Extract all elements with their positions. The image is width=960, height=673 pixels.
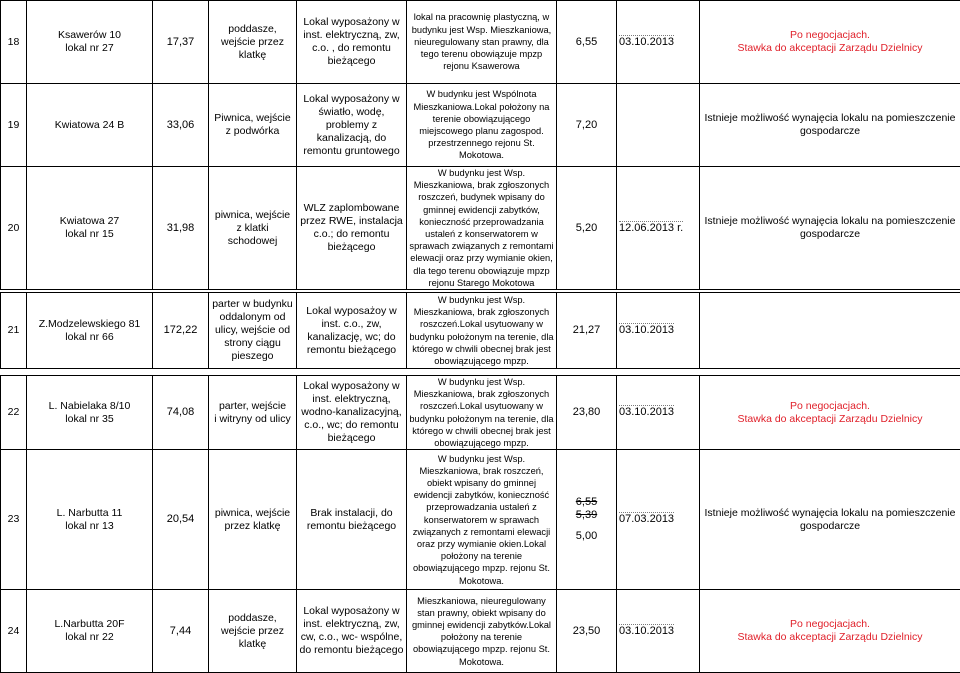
street: Ksawerów 10 [29,29,150,42]
table-row [1,590,960,673]
street: L. Nabielaka 8/10 [29,400,150,413]
location-cell: piwnica, wejście z klatki schodowej [209,167,297,290]
date-cell [617,376,700,450]
street: Z.Modzelewskiego 81 [29,318,150,331]
condition-cell: Lokal wyposażony w inst. elektryczną, zw, c.o. , do remontu bieżącego [297,1,407,84]
rate-cell: 7,20 [557,84,617,167]
rate-cell: 5,20 [557,167,617,290]
date-text: 03.10.2013 [619,35,674,48]
table-row [1,84,960,167]
premises-table-lower [0,292,960,369]
row-number: 21 [1,293,27,369]
date-cell [617,84,700,167]
row-number: 19 [1,84,27,167]
unit-number: lokal nr 13 [29,520,150,533]
notes-cell: W budynku jest Wsp. Mieszkaniowa, brak zgłoszonych roszczeń, budynek wpisany do gminnej ewidencji zabytków, konieczność przeprowadzania ustaleń z konserwatorem w sprawach związanych z remontami elewacji oraz przy wymianie okien, dla tego terenu obowiązuje mpzp rejonu Starego Mokotowa [407,167,557,290]
notes-cell: W budynku jest Wsp. Mieszkaniowa, brak roszczeń, obiekt wpisany do gminnej ewidencji zabytków, konieczność przeprowadzania ustaleń z konserwatorem w sprawach związanych z remontami elewacji oraz przy wymianie okien.Lokal położony na terenie obowiązującego mpzp. rejonu St. Mokotowa. [407,450,557,590]
street: L.Narbutta 20F [29,618,150,631]
unit-number: lokal nr 66 [29,331,150,344]
row-number: 24 [1,590,27,673]
remarks-line-1: Po negocjacjach. [702,618,958,631]
remarks-cell [700,1,960,84]
premises-table-bottom [0,375,960,673]
condition-cell: Lokal wyposażony w inst. elektryczną, wodno-kanalizacyjną, c.o., wc; do remontu bieżącego [297,376,407,450]
notes-cell: lokal na pracownię plastyczną, w budynku jest Wsp. Mieszkaniowa, nieuregulowany stan prawny, dla tego terenu obowiązuje mpzp rejonu Ksawerowa [407,1,557,84]
remarks-line-2: Stawka do akceptacji Zarządu Dzielnicy [702,413,958,426]
previous-rate: 6,55 [559,496,614,509]
table-row [1,167,960,290]
area-cell: 7,44 [153,590,209,673]
remarks-cell: Istnieje możliwość wynajęcia lokalu na pomieszczenie gospodarcze [700,167,960,290]
remarks-cell [700,590,960,673]
row-number: 18 [1,1,27,84]
row-number: 22 [1,376,27,450]
location-cell: poddasze, wejście przez klatkę [209,1,297,84]
date-text: 03.10.2013 [619,624,674,637]
date-cell [617,167,700,290]
date-text: 07.03.2013 [619,512,674,525]
remarks-cell [700,293,960,369]
date-cell [617,293,700,369]
date-cell [617,450,700,590]
table-row [1,376,960,450]
address-cell [27,1,153,84]
condition-cell: Brak instalacji, do remontu bieżącego [297,450,407,590]
condition-cell: Lokal wyposażoy w inst. c.o., zw, kanalizację, wc; do remontu bieżącego [297,293,407,369]
area-cell: 20,54 [153,450,209,590]
address-cell [27,293,153,369]
table-row [1,450,960,590]
address-cell [27,167,153,290]
unit-number: lokal nr 35 [29,413,150,426]
table-row [1,293,960,369]
rate-cell: 23,80 [557,376,617,450]
condition-cell: Lokal wyposażony w inst. elektryczną, zw, cw, c.o., wc- wspólne, do remontu bieżącego [297,590,407,673]
date-cell [617,1,700,84]
address-cell [27,590,153,673]
unit-number: lokal nr 22 [29,631,150,644]
rate-cell: 6,55 [557,1,617,84]
remarks-cell: Istnieje możliwość wynajęcia lokalu na pomieszczenie gospodarcze [700,84,960,167]
location-cell [209,376,297,450]
notes-cell: W budynku jest Wsp. Mieszkaniowa, brak zgłoszonych roszczeń.Lokal usytuowany w budynku położonym na terenie, dla którego w chwili obecnej brak jest obowiązującego mpzp. [407,376,557,450]
notes-cell: Mieszkaniowa, nieuregulowany stan prawny, obiekt wpisany do gminnej ewidencji zabytków.Lokal położony na terenie obowiązującego mpzp. rejonu St. Mokotowa. [407,590,557,673]
date-text: 03.10.2013 [619,323,674,336]
area-cell: 172,22 [153,293,209,369]
remarks-line-2: Stawka do akceptacji Zarządu Dzielnicy [702,42,958,55]
location-cell: Piwnica, wejście z podwórka [209,84,297,167]
street: L. Narbutta 11 [29,507,150,520]
remarks-line-1: Po negocjacjach. [702,400,958,413]
address-cell [27,450,153,590]
previous-rate: 5,39 [559,509,614,522]
rate-cell: 21,27 [557,293,617,369]
rate-cell [557,450,617,590]
area-cell: 17,37 [153,1,209,84]
location-cell: poddasze, wejście przez klatkę [209,590,297,673]
remarks-cell [700,376,960,450]
area-cell: 74,08 [153,376,209,450]
row-number: 20 [1,167,27,290]
current-rate: 5,00 [559,530,614,543]
area-cell: 31,98 [153,167,209,290]
address-cell [27,84,153,167]
unit-number: lokal nr 27 [29,42,150,55]
condition-cell: Lokal wyposażony w światło, wodę, problemy z kanalizacją, do remontu gruntowego [297,84,407,167]
condition-cell: WLZ zaplombowane przez RWE, instalacja c.o.; do remontu bieżącego [297,167,407,290]
notes-cell: W budynku jest Wsp. Mieszkaniowa, brak zgłoszonych roszczeń.Lokal usytuowany w budynku położonym na terenie, dla którego w chwili obecnej brak jest obowiązującego mpzp. [407,293,557,369]
rate-cell: 23,50 [557,590,617,673]
street: Kwiatowa 24 B [29,119,150,132]
remarks-line-2: Stawka do akceptacji Zarządu Dzielnicy [702,631,958,644]
remarks-cell: Istnieje możliwość wynajęcia lokalu na pomieszczenie gospodarcze [700,450,960,590]
address-cell [27,376,153,450]
area-cell: 33,06 [153,84,209,167]
location-cell: piwnica, wejście przez klatkę [209,450,297,590]
location-cell: parter w budynku oddalonym od ulicy, wejście od strony ciągu pieszego [209,293,297,369]
location-line-2: i witryny od ulicy [211,413,294,426]
date-cell [617,590,700,673]
unit-number: lokal nr 15 [29,228,150,241]
street: Kwiatowa 27 [29,215,150,228]
row-number: 23 [1,450,27,590]
remarks-line-1: Po negocjacjach. [702,29,958,42]
premises-table [0,0,960,290]
notes-cell: W budynku jest Wspólnota Mieszkaniowa.Lokal położony na terenie obowiązującego miejscowego planu zagospod. przestrzennego rejonu St. Mokotowa. [407,84,557,167]
table-row [1,1,960,84]
location-line-1: parter, wejście [211,400,294,413]
date-text: 03.10.2013 [619,405,674,418]
date-text: 12.06.2013 r. [619,221,683,234]
